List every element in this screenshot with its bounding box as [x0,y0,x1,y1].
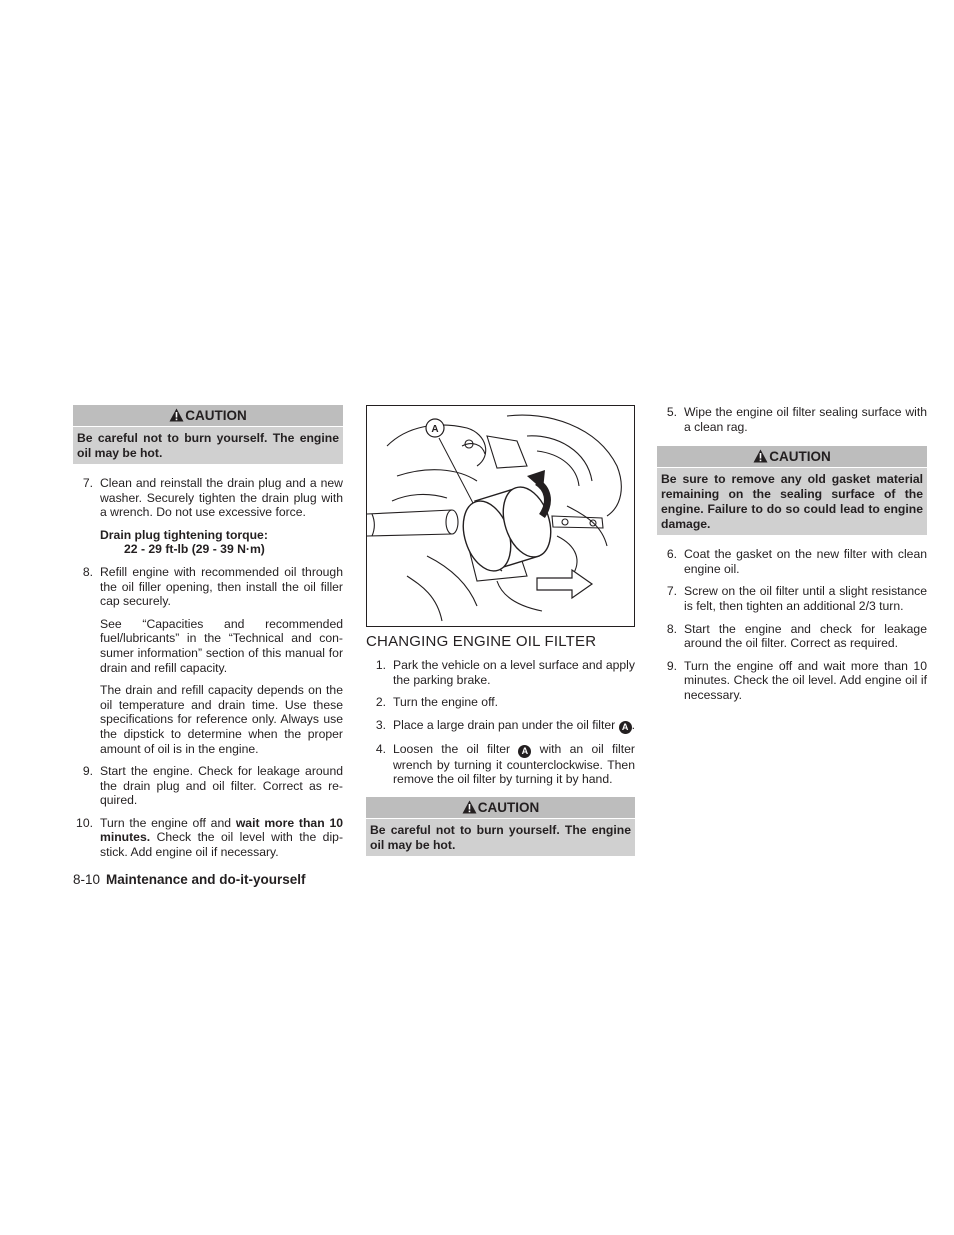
list-item [657,547,927,576]
step-text: Turn the engine off and [100,815,236,830]
callout-a-icon: A [518,745,531,758]
step-text: Place a large drain pan under the oil filter [393,717,619,732]
step-number: 9. [82,764,93,779]
caution-text: Be careful not to burn yourself. The engine oil may be hot. [370,822,631,852]
step-number: 1. [375,658,386,672]
list-item [657,584,927,613]
step-text-end: with an oil filter wrench by turning it counterclockwise. Then remove the oil filter by turning it by hand. [393,741,635,787]
page-footer [73,872,306,887]
capacities-reference: See “Capacities and recommended fuel/lubricants” in the “Technical and con-sumer information” section of this manual for drain and refill capacity. [100,616,343,675]
section-title: CHANGING ENGINE OIL FILTER [366,633,597,650]
caution-header [657,446,927,468]
filter-steps-list [366,658,635,787]
page-number: 8-10 [73,872,101,887]
caution-text: Be careful not to burn yourself. The engine oil may be hot. [77,431,339,460]
step-text: Wipe the engine oil filter sealing surface with a clean rag. [684,405,927,434]
caution-header [366,797,635,819]
step-text: Park the vehicle on a level surface and apply the parking brake. [393,658,635,687]
step-number: 7. [666,584,677,599]
caution-header [73,405,343,427]
caution-title: CAUTION [769,449,831,465]
step-number: 2. [375,695,386,710]
step-text: Loosen the oil filter [393,741,519,756]
warning-triangle-icon [169,408,184,422]
step-text: Screw on the oil filter until a slight resistance is felt, then tighten an additional 2/3 turn. [684,584,927,613]
callout-a-icon: A [619,721,632,734]
step-number: 9. [666,658,677,673]
callout-label-a: A [431,424,439,435]
torque-label: Drain plug tightening torque: [100,527,268,542]
step-text: Refill engine with recommended oil through the oil filler opening, then install the oil filler cap securely. [100,564,343,609]
caution-box [657,446,927,535]
list-item [73,764,343,808]
torque-spec [100,528,343,557]
list-item [657,659,927,703]
step-text: Check the oil level with the dip-stick. Add engine oil if necessary. [100,830,343,860]
step-number: 3. [375,717,386,732]
step-number: 8. [82,564,93,579]
caution-box [73,405,343,464]
right-column [657,405,927,711]
step-number: 6. [666,547,677,562]
list-item [73,476,343,557]
step-text: Turn the engine off and wait more than 10 minutes. Check the oil level. Add engine oil if necessary. [684,658,927,702]
list-item [366,742,635,787]
step-text: Clean and reinstall the drain plug and a new washer. Securely tighten the drain plug with a wrench. Do not use excessive force. [100,476,343,520]
torque-value: 22 - 29 ft-lb (29 - 39 N·m) [124,542,265,557]
caution-text: Be sure to remove any old gasket material remaining on the sealing surface of the engine. Failure to do so could lead to engine damage. [661,472,923,532]
warning-triangle-icon [753,449,768,463]
step-text: Start the engine and check for leakage around the oil filter. Correct as required. [684,621,927,651]
oil-filter-illustration [366,405,635,627]
step-text: Start the engine. Check for leakage around the drain plug and oil filter. Correct as re-quired. [100,764,343,808]
list-item [366,695,635,710]
step-number: 8. [666,621,677,636]
list-item [73,816,343,860]
step-text: Turn the engine off. [393,695,499,710]
step-number: 5. [666,405,677,419]
list-item [366,658,635,687]
engine-drawing [367,406,634,626]
caution-title: CAUTION [477,799,540,815]
warning-triangle-icon [462,800,477,814]
step-number: 7. [82,476,93,490]
caution-box [366,797,635,856]
step-number: 10. [76,815,93,830]
capacity-note: The drain and refill capacity depends on the oil temperature and drain time. Use these specifications for reference only. Always use the dipstick to determine when the proper amount of oil is in the engine. [100,683,343,756]
filter-steps-list-continued [657,405,927,434]
step-text-bold: wait more than 10 minutes. [100,815,343,845]
list-item [73,565,343,756]
list-item [657,405,927,434]
filter-steps-list-final [657,547,927,702]
step-text: Coat the gasket on the new filter with clean engine oil. [684,547,927,576]
footer-section-title: Maintenance and do-it-yourself [106,872,306,887]
left-column [73,405,343,868]
middle-column [366,405,635,868]
step-number: 4. [375,741,386,756]
list-item [657,622,927,651]
list-item [366,718,635,734]
drain-steps-list [73,476,343,860]
caution-title: CAUTION [185,408,247,423]
step-text-end: . [631,717,635,732]
